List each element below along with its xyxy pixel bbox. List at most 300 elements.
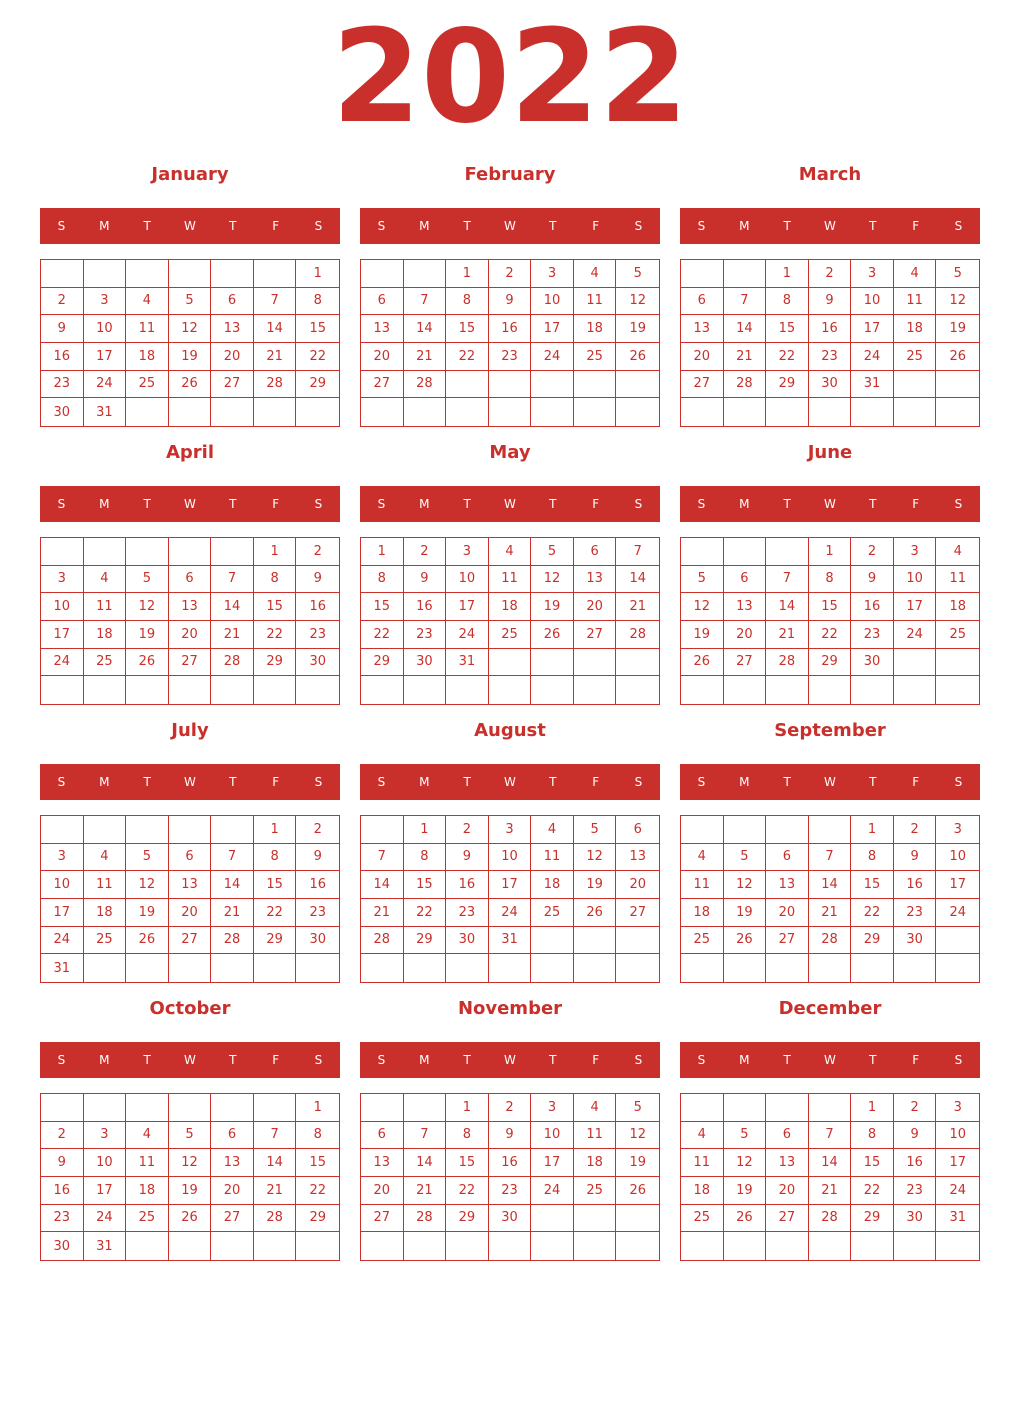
day-cell: 23	[446, 899, 489, 927]
empty-day-cell	[41, 676, 84, 704]
day-cell: 7	[254, 288, 297, 316]
day-cell: 11	[574, 288, 617, 316]
day-cell: 9	[296, 844, 339, 872]
empty-day-cell	[169, 260, 212, 288]
day-cell: 14	[766, 593, 809, 621]
empty-day-cell	[489, 1232, 532, 1260]
weekday-label: S	[954, 775, 963, 789]
day-cell: 4	[936, 538, 979, 566]
day-cell: 31	[936, 1205, 979, 1233]
day-cell: 25	[84, 649, 127, 677]
empty-day-cell	[489, 649, 532, 677]
day-cell: 12	[724, 1149, 767, 1177]
weekday-label: T	[783, 775, 791, 789]
day-cell: 5	[724, 1122, 767, 1150]
day-cell: 6	[169, 844, 212, 872]
day-cell: 26	[169, 1205, 212, 1233]
weekday-label: F	[592, 219, 600, 233]
empty-day-cell	[681, 1232, 724, 1260]
weekday-label: T	[463, 497, 471, 511]
empty-day-cell	[169, 954, 212, 982]
empty-day-cell	[851, 398, 894, 426]
empty-day-cell	[126, 538, 169, 566]
day-cell: 5	[574, 816, 617, 844]
weekday-label: F	[912, 497, 920, 511]
empty-day-cell	[211, 816, 254, 844]
empty-day-cell	[446, 1232, 489, 1260]
day-cell: 12	[616, 1122, 659, 1150]
day-cell: 14	[809, 1149, 852, 1177]
day-cell: 1	[254, 816, 297, 844]
day-cell: 14	[254, 315, 297, 343]
day-cell: 6	[211, 288, 254, 316]
day-cell: 17	[41, 621, 84, 649]
empty-day-cell	[211, 954, 254, 982]
empty-day-cell	[169, 1094, 212, 1122]
day-grid	[40, 815, 340, 983]
day-cell: 7	[616, 538, 659, 566]
day-cell: 11	[681, 871, 724, 899]
day-cell: 17	[851, 315, 894, 343]
day-cell: 12	[126, 871, 169, 899]
empty-day-cell	[361, 1094, 404, 1122]
day-cell: 10	[531, 1122, 574, 1150]
empty-day-cell	[254, 676, 297, 704]
weekday-label: M	[419, 219, 430, 233]
day-cell: 27	[169, 649, 212, 677]
empty-day-cell	[724, 538, 767, 566]
day-cell: 1	[404, 816, 447, 844]
empty-day-cell	[211, 1094, 254, 1122]
weekday-label: F	[912, 219, 920, 233]
day-cell: 21	[809, 899, 852, 927]
empty-day-cell	[681, 954, 724, 982]
day-cell: 18	[84, 621, 127, 649]
day-cell: 3	[84, 1122, 127, 1150]
day-cell: 27	[574, 621, 617, 649]
day-cell: 28	[724, 371, 767, 399]
day-cell: 22	[766, 343, 809, 371]
month-november	[360, 996, 660, 1261]
day-cell: 22	[254, 621, 297, 649]
day-cell: 25	[126, 1205, 169, 1233]
day-cell: 18	[574, 1149, 617, 1177]
weekday-label: S	[697, 219, 706, 233]
month-april	[40, 440, 340, 705]
day-grid	[680, 537, 980, 705]
day-cell: 19	[531, 593, 574, 621]
empty-day-cell	[531, 954, 574, 982]
day-cell: 19	[169, 1177, 212, 1205]
day-cell: 24	[936, 1177, 979, 1205]
day-cell: 21	[809, 1177, 852, 1205]
day-cell: 12	[724, 871, 767, 899]
day-cell: 6	[766, 844, 809, 872]
empty-day-cell	[574, 371, 617, 399]
day-cell: 23	[296, 899, 339, 927]
empty-day-cell	[531, 649, 574, 677]
empty-day-cell	[574, 398, 617, 426]
day-grid	[40, 1093, 340, 1261]
day-cell: 17	[531, 1149, 574, 1177]
day-cell: 26	[574, 899, 617, 927]
day-cell: 16	[489, 1149, 532, 1177]
day-cell: 28	[766, 649, 809, 677]
day-cell: 6	[616, 816, 659, 844]
month-march	[680, 162, 980, 427]
day-cell: 14	[254, 1149, 297, 1177]
weekday-header	[40, 1042, 340, 1078]
day-cell: 1	[809, 538, 852, 566]
day-cell: 12	[936, 288, 979, 316]
month-september	[680, 718, 980, 983]
day-cell: 15	[254, 593, 297, 621]
day-cell: 28	[254, 371, 297, 399]
weekday-label: S	[377, 775, 386, 789]
day-cell: 19	[681, 621, 724, 649]
weekday-header	[360, 1042, 660, 1078]
day-cell: 23	[41, 371, 84, 399]
day-cell: 24	[851, 343, 894, 371]
weekday-header	[40, 486, 340, 522]
day-cell: 29	[404, 927, 447, 955]
empty-day-cell	[489, 954, 532, 982]
empty-day-cell	[616, 1205, 659, 1233]
month-name: August	[474, 720, 546, 741]
day-cell: 16	[296, 871, 339, 899]
day-cell: 26	[616, 1177, 659, 1205]
weekday-label: S	[57, 1053, 66, 1067]
day-cell: 29	[809, 649, 852, 677]
empty-day-cell	[211, 676, 254, 704]
empty-day-cell	[296, 954, 339, 982]
day-cell: 24	[936, 899, 979, 927]
day-cell: 26	[126, 649, 169, 677]
day-cell: 24	[894, 621, 937, 649]
day-cell: 5	[126, 566, 169, 594]
day-cell: 2	[851, 538, 894, 566]
day-cell: 19	[126, 621, 169, 649]
day-cell: 31	[41, 954, 84, 982]
empty-day-cell	[126, 1232, 169, 1260]
empty-day-cell	[531, 371, 574, 399]
day-cell: 15	[851, 871, 894, 899]
day-cell: 23	[404, 621, 447, 649]
day-cell: 31	[84, 398, 127, 426]
empty-day-cell	[404, 398, 447, 426]
weekday-label: M	[99, 775, 110, 789]
day-cell: 3	[894, 538, 937, 566]
day-cell: 8	[404, 844, 447, 872]
empty-day-cell	[766, 1232, 809, 1260]
weekday-header	[680, 764, 980, 800]
weekday-label: T	[463, 775, 471, 789]
day-cell: 14	[809, 871, 852, 899]
empty-day-cell	[616, 927, 659, 955]
weekday-label: F	[592, 497, 600, 511]
day-cell: 10	[936, 844, 979, 872]
weekday-label: S	[954, 1053, 963, 1067]
empty-day-cell	[296, 398, 339, 426]
weekday-label: M	[99, 497, 110, 511]
day-cell: 20	[211, 343, 254, 371]
empty-day-cell	[809, 1094, 852, 1122]
day-cell: 5	[616, 1094, 659, 1122]
weekday-label: F	[912, 775, 920, 789]
weekday-label: T	[229, 219, 237, 233]
day-cell: 25	[84, 927, 127, 955]
empty-day-cell	[531, 1232, 574, 1260]
weekday-label: T	[549, 1053, 557, 1067]
day-grid	[360, 259, 660, 427]
day-cell: 3	[531, 260, 574, 288]
day-cell: 24	[84, 371, 127, 399]
day-cell: 31	[446, 649, 489, 677]
weekday-label: W	[504, 775, 516, 789]
day-cell: 12	[169, 1149, 212, 1177]
day-cell: 7	[404, 288, 447, 316]
day-cell: 20	[211, 1177, 254, 1205]
day-cell: 13	[724, 593, 767, 621]
empty-day-cell	[84, 538, 127, 566]
day-cell: 3	[531, 1094, 574, 1122]
day-cell: 26	[724, 1205, 767, 1233]
day-cell: 17	[84, 343, 127, 371]
day-cell: 17	[894, 593, 937, 621]
day-cell: 14	[361, 871, 404, 899]
day-cell: 13	[361, 1149, 404, 1177]
day-cell: 3	[84, 288, 127, 316]
day-cell: 21	[616, 593, 659, 621]
day-cell: 31	[84, 1232, 127, 1260]
empty-day-cell	[211, 398, 254, 426]
day-cell: 9	[894, 844, 937, 872]
month-name: January	[151, 164, 229, 185]
day-cell: 5	[169, 288, 212, 316]
day-cell: 8	[296, 1122, 339, 1150]
day-cell: 23	[894, 1177, 937, 1205]
empty-day-cell	[809, 398, 852, 426]
day-cell: 20	[766, 899, 809, 927]
weekday-label: S	[57, 497, 66, 511]
weekday-label: F	[912, 1053, 920, 1067]
day-cell: 2	[296, 538, 339, 566]
empty-day-cell	[41, 816, 84, 844]
month-december	[680, 996, 980, 1261]
day-cell: 16	[41, 1177, 84, 1205]
empty-day-cell	[574, 649, 617, 677]
day-grid	[360, 537, 660, 705]
empty-day-cell	[724, 260, 767, 288]
empty-day-cell	[574, 927, 617, 955]
day-cell: 3	[851, 260, 894, 288]
day-cell: 4	[489, 538, 532, 566]
empty-day-cell	[936, 649, 979, 677]
day-cell: 25	[126, 371, 169, 399]
empty-day-cell	[809, 954, 852, 982]
day-cell: 29	[766, 371, 809, 399]
day-cell: 15	[404, 871, 447, 899]
day-cell: 29	[446, 1205, 489, 1233]
weekday-label: T	[229, 497, 237, 511]
weekday-label: M	[419, 775, 430, 789]
weekday-header	[680, 208, 980, 244]
empty-day-cell	[489, 371, 532, 399]
day-cell: 2	[489, 1094, 532, 1122]
day-cell: 21	[211, 899, 254, 927]
empty-day-cell	[681, 260, 724, 288]
empty-day-cell	[489, 398, 532, 426]
empty-day-cell	[254, 398, 297, 426]
day-cell: 26	[681, 649, 724, 677]
day-cell: 18	[894, 315, 937, 343]
day-cell: 8	[809, 566, 852, 594]
weekday-label: S	[954, 219, 963, 233]
day-cell: 15	[296, 1149, 339, 1177]
empty-day-cell	[531, 398, 574, 426]
day-cell: 10	[894, 566, 937, 594]
empty-day-cell	[404, 676, 447, 704]
empty-day-cell	[41, 1094, 84, 1122]
day-cell: 28	[361, 927, 404, 955]
weekday-label: T	[869, 775, 877, 789]
weekday-label: S	[634, 1053, 643, 1067]
day-cell: 10	[851, 288, 894, 316]
empty-day-cell	[809, 1232, 852, 1260]
day-cell: 1	[361, 538, 404, 566]
empty-day-cell	[809, 676, 852, 704]
day-cell: 10	[84, 1149, 127, 1177]
empty-day-cell	[211, 538, 254, 566]
month-name: April	[165, 442, 215, 463]
weekday-label: T	[463, 1053, 471, 1067]
day-cell: 26	[126, 927, 169, 955]
day-cell: 4	[126, 288, 169, 316]
day-cell: 27	[681, 371, 724, 399]
day-cell: 27	[211, 371, 254, 399]
weekday-label: W	[824, 1053, 836, 1067]
day-cell: 10	[84, 315, 127, 343]
day-cell: 5	[616, 260, 659, 288]
day-cell: 20	[169, 621, 212, 649]
day-cell: 9	[851, 566, 894, 594]
empty-day-cell	[446, 676, 489, 704]
day-cell: 17	[489, 871, 532, 899]
empty-day-cell	[169, 538, 212, 566]
day-cell: 13	[616, 844, 659, 872]
weekday-label: W	[504, 497, 516, 511]
day-cell: 12	[531, 566, 574, 594]
year-title: 2022	[331, 3, 689, 152]
day-cell: 1	[446, 260, 489, 288]
day-cell: 29	[851, 927, 894, 955]
day-cell: 4	[531, 816, 574, 844]
day-cell: 21	[361, 899, 404, 927]
empty-day-cell	[724, 816, 767, 844]
weekday-label: T	[783, 1053, 791, 1067]
weekday-label: S	[57, 775, 66, 789]
empty-day-cell	[809, 816, 852, 844]
empty-day-cell	[84, 1094, 127, 1122]
weekday-label: W	[184, 497, 196, 511]
empty-day-cell	[41, 538, 84, 566]
day-cell: 17	[531, 315, 574, 343]
day-cell: 26	[724, 927, 767, 955]
day-cell: 11	[531, 844, 574, 872]
day-cell: 30	[489, 1205, 532, 1233]
empty-day-cell	[361, 398, 404, 426]
day-cell: 19	[936, 315, 979, 343]
day-cell: 1	[446, 1094, 489, 1122]
day-cell: 24	[41, 927, 84, 955]
day-cell: 7	[404, 1122, 447, 1150]
day-cell: 29	[851, 1205, 894, 1233]
empty-day-cell	[681, 398, 724, 426]
weekday-label: W	[184, 775, 196, 789]
day-cell: 1	[296, 260, 339, 288]
day-cell: 13	[766, 871, 809, 899]
day-cell: 22	[404, 899, 447, 927]
day-cell: 10	[446, 566, 489, 594]
empty-day-cell	[84, 816, 127, 844]
empty-day-cell	[724, 676, 767, 704]
day-cell: 12	[616, 288, 659, 316]
weekday-label: S	[377, 219, 386, 233]
day-cell: 24	[84, 1205, 127, 1233]
empty-day-cell	[211, 1232, 254, 1260]
day-cell: 27	[361, 1205, 404, 1233]
day-cell: 27	[616, 899, 659, 927]
day-cell: 13	[169, 871, 212, 899]
day-cell: 21	[254, 343, 297, 371]
empty-day-cell	[361, 1232, 404, 1260]
empty-day-cell	[766, 676, 809, 704]
day-cell: 6	[724, 566, 767, 594]
weekday-label: W	[184, 1053, 196, 1067]
empty-day-cell	[724, 954, 767, 982]
weekday-label: T	[229, 775, 237, 789]
weekday-label: S	[697, 497, 706, 511]
day-cell: 10	[936, 1122, 979, 1150]
empty-day-cell	[531, 676, 574, 704]
day-cell: 13	[211, 315, 254, 343]
day-cell: 16	[894, 871, 937, 899]
empty-day-cell	[361, 954, 404, 982]
day-cell: 4	[126, 1122, 169, 1150]
empty-day-cell	[936, 398, 979, 426]
day-cell: 16	[296, 593, 339, 621]
day-cell: 18	[84, 899, 127, 927]
day-cell: 21	[766, 621, 809, 649]
day-cell: 20	[724, 621, 767, 649]
day-cell: 23	[894, 899, 937, 927]
month-name: May	[489, 442, 531, 463]
day-cell: 16	[894, 1149, 937, 1177]
empty-day-cell	[169, 398, 212, 426]
weekday-label: M	[739, 775, 750, 789]
day-cell: 29	[254, 649, 297, 677]
day-cell: 8	[766, 288, 809, 316]
day-cell: 27	[766, 927, 809, 955]
empty-day-cell	[894, 398, 937, 426]
weekday-label: S	[634, 775, 643, 789]
day-cell: 25	[574, 343, 617, 371]
day-cell: 4	[681, 1122, 724, 1150]
day-cell: 18	[681, 1177, 724, 1205]
empty-day-cell	[126, 1094, 169, 1122]
day-cell: 8	[361, 566, 404, 594]
empty-day-cell	[404, 1232, 447, 1260]
